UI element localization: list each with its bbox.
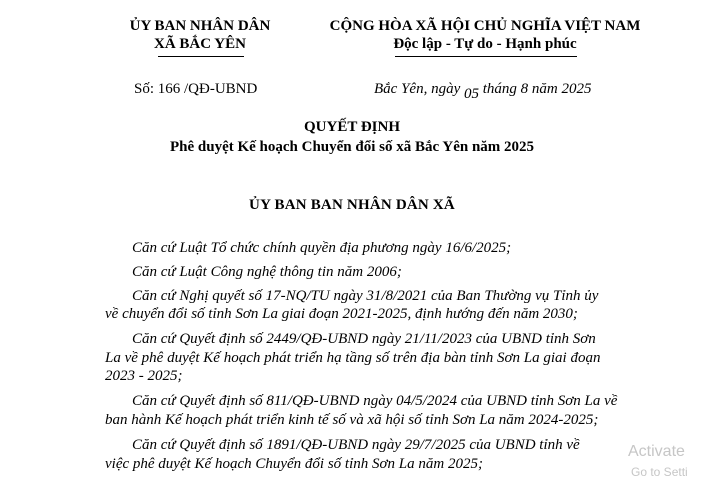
org-name: ỦY BAN NHÂN DÂN xyxy=(129,18,271,34)
place-date-suffix: tháng 8 năm 2025 xyxy=(482,81,592,97)
nation-title: CỘNG HÒA XÃ HỘI CHỦ NGHĨA VIỆT NAM xyxy=(329,18,641,34)
legal-basis-4-line-1: Căn cứ Quyết định số 2449/QĐ-UBND ngày 21/11/2023 của UBND tỉnh Sơn xyxy=(132,331,596,347)
decision-title: QUYẾT ĐỊNH xyxy=(304,119,400,135)
legal-basis-6-line-2: việc phê duyệt Kế hoạch Chuyển đổi số tỉnh Sơn La năm 2025; xyxy=(105,456,483,472)
activation-watermark-title: Activate xyxy=(628,443,685,460)
legal-basis-5-line-2: ban hành Kế hoạch phát triển kinh tế số và xã hội số tỉnh Sơn La năm 2024-2025; xyxy=(105,412,599,428)
legal-basis-5-line-1: Căn cứ Quyết định số 811/QĐ-UBND ngày 04/5/2024 của UBND tỉnh Sơn La về xyxy=(132,393,618,409)
org-underline xyxy=(158,56,244,57)
activation-watermark-hint: Go to Setti xyxy=(631,465,688,479)
place-date xyxy=(374,81,592,102)
legal-basis-3-line-1: Căn cứ Nghị quyết số 17-NQ/TU ngày 31/8/2021 của Ban Thường vụ Tỉnh ủy xyxy=(132,288,599,304)
date-day: 05 xyxy=(463,86,479,102)
place-date-prefix: Bắc Yên, ngày xyxy=(374,81,461,97)
legal-basis-4-line-3: 2023 - 2025; xyxy=(105,368,183,384)
org-unit: XÃ BẮC YÊN xyxy=(154,36,246,52)
legal-basis-6-line-1: Căn cứ Quyết định số 1891/QĐ-UBND ngày 29/7/2025 của UBND tỉnh về xyxy=(132,437,580,453)
decision-subtitle: Phê duyệt Kế hoạch Chuyển đổi số xã Bắc Yên năm 2025 xyxy=(169,139,535,155)
legal-basis-1: Căn cứ Luật Tổ chức chính quyền địa phương ngày 16/6/2025; xyxy=(132,240,512,256)
legal-basis-4-line-2: La về phê duyệt Kế hoạch phát triển hạ tầng số trên địa bàn tỉnh Sơn La giai đoạn xyxy=(105,350,601,366)
legal-basis-3-line-2: về chuyển đổi số tỉnh Sơn La giai đoạn 2021-2025, định hướng đến năm 2030; xyxy=(105,306,578,322)
legal-basis-2: Căn cứ Luật Công nghệ thông tin năm 2006; xyxy=(132,264,402,280)
motto-underline xyxy=(395,56,577,57)
issuing-authority: ỦY BAN BAN NHÂN DÂN XÃ xyxy=(249,197,455,213)
document-number: Số: 166 /QĐ-UBND xyxy=(134,81,258,97)
motto: Độc lập - Tự do - Hạnh phúc xyxy=(393,36,577,52)
